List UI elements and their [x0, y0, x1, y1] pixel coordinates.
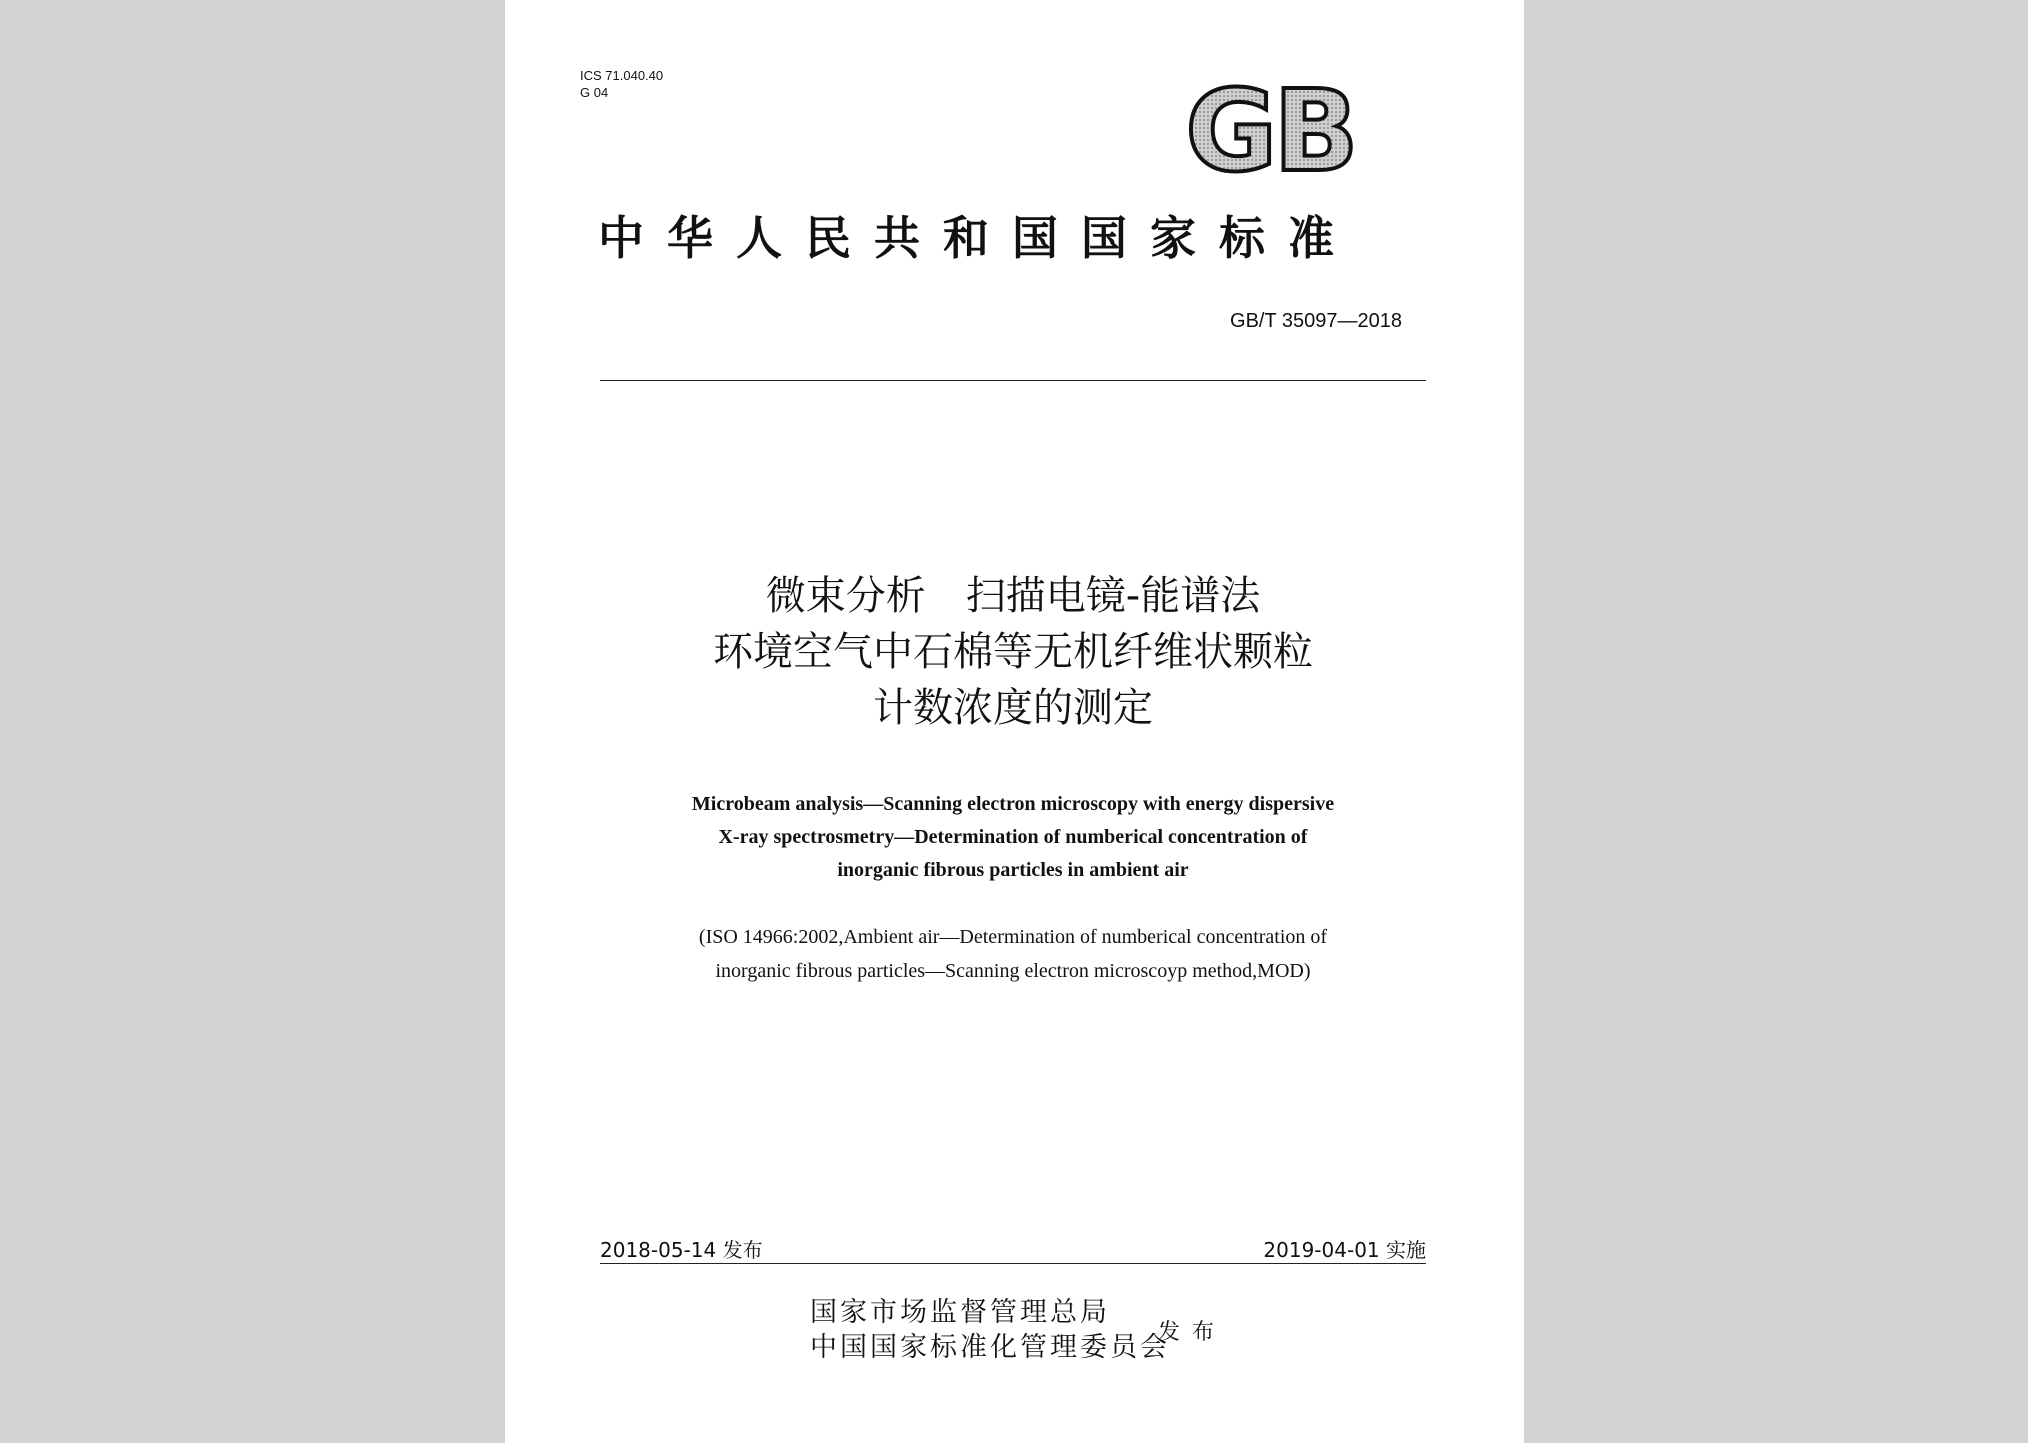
issue-date: 2018-05-14 发布	[600, 1238, 763, 1262]
chinese-title-line: 环境空气中石棉等无机纤维状颗粒	[713, 629, 1313, 675]
iso-reference-line: (ISO 14966:2002,Ambient air—Determination of numberical concentration of	[698, 926, 1328, 948]
publisher-name: 国家市场监督管理总局	[810, 1297, 1110, 1328]
english-title-line: inorganic fibrous particles in ambient air	[837, 859, 1189, 881]
iso-reference	[600, 920, 1426, 988]
publishing-authorities	[810, 1295, 1170, 1365]
ccs-code: G 04	[580, 85, 609, 100]
publish-label: 发布	[1158, 1320, 1227, 1345]
english-title	[600, 788, 1426, 887]
header-divider	[600, 380, 1426, 381]
chinese-title-line: 计数浓度的测定	[873, 685, 1153, 731]
classification-codes	[580, 67, 663, 101]
ics-code: ICS 71.040.40	[580, 68, 664, 83]
svg-text:GB: GB	[1185, 78, 1355, 183]
chinese-title-line: 微束分析 扫描电镜-能谱法	[765, 573, 1261, 619]
gb-logo-icon	[1170, 78, 1375, 183]
iso-reference-line: inorganic fibrous particles—Scanning electron microscoyp method,MOD)	[715, 960, 1311, 982]
english-title-line: X-ray spectrosmetry—Determination of numberical concentration of	[718, 826, 1308, 848]
standard-number: GB/T 35097—2018	[1230, 310, 1402, 332]
country-standard-title: 中华人民共和国国家标准	[598, 211, 1357, 265]
footer-divider	[600, 1263, 1426, 1264]
implementation-date: 2019-04-01 实施	[1263, 1238, 1426, 1262]
chinese-title	[600, 568, 1426, 736]
publisher-name: 中国国家标准化管理委员会	[810, 1332, 1170, 1363]
english-title-line: Microbeam analysis—Scanning electron microscopy with energy dispersive	[691, 793, 1335, 815]
